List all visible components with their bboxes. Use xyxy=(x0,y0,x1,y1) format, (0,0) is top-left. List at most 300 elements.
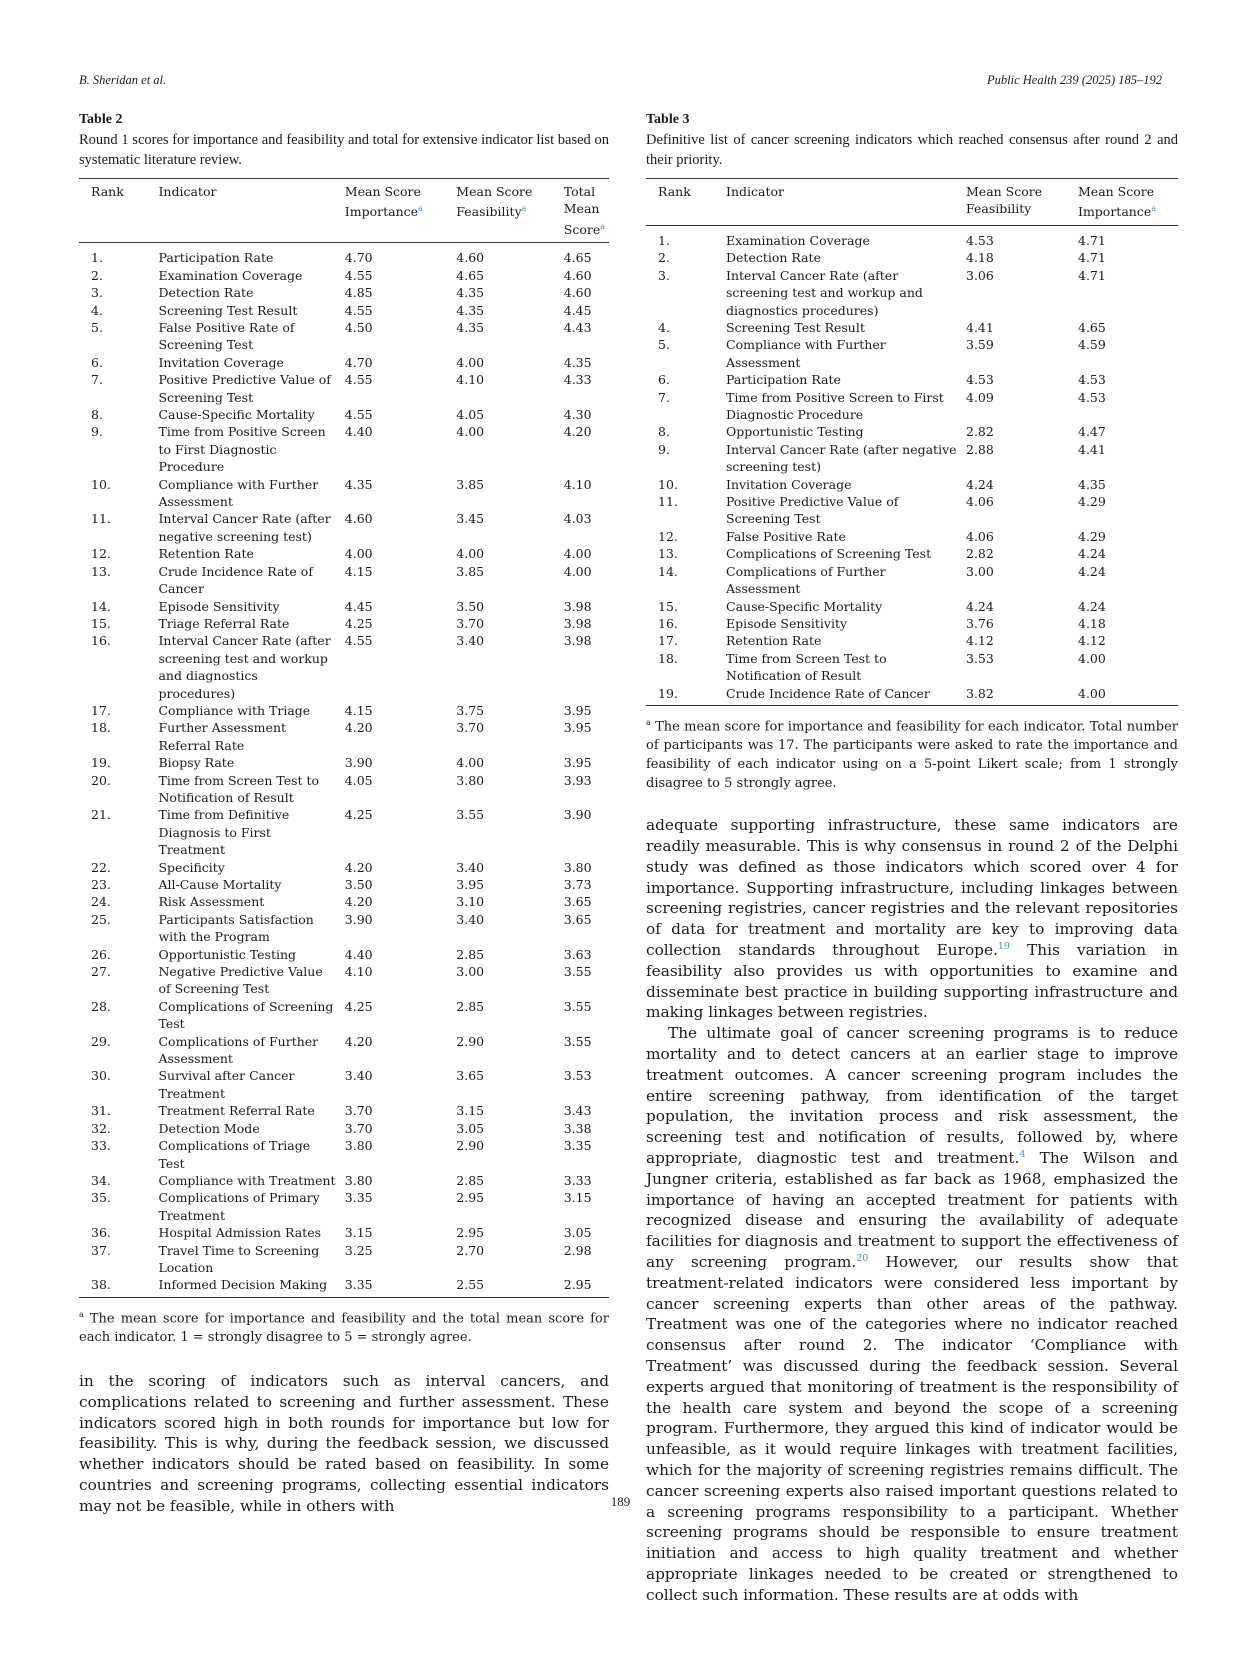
table-cell: 4.18 xyxy=(1078,615,1106,631)
table-cell: 2.85 xyxy=(456,1172,485,1188)
table-cell: Travel Time to Screening Location xyxy=(158,1242,320,1275)
table-cell: 2.85 xyxy=(456,998,485,1014)
table-row xyxy=(646,598,1178,615)
table-cell: 3.65 xyxy=(563,911,592,927)
table-row xyxy=(646,650,1178,685)
table-cell: 4.35 xyxy=(456,302,485,318)
table-cell: 26. xyxy=(91,946,111,962)
table-cell: Informed Decision Making xyxy=(158,1277,328,1293)
table-cell: Examination Coverage xyxy=(726,232,870,248)
table-cell: Episode Sensitivity xyxy=(158,598,280,614)
table-row xyxy=(79,893,609,910)
table-cell: 16. xyxy=(91,633,111,649)
table-row xyxy=(79,1242,609,1277)
table-cell: Hospital Admission Rates xyxy=(158,1225,322,1241)
table-row xyxy=(646,545,1178,562)
table-row xyxy=(79,876,609,893)
table-row xyxy=(79,423,609,475)
citation-link[interactable]: 20 xyxy=(856,1252,869,1264)
table-cell: 36. xyxy=(91,1225,111,1241)
table-cell: 2.95 xyxy=(456,1225,485,1241)
table-cell: 3.55 xyxy=(456,807,485,823)
table-cell: 2.55 xyxy=(456,1277,485,1293)
table-cell: Interval Cancer Rate (after screening test and workup and diagnostics procedures) xyxy=(158,633,331,701)
right-column xyxy=(646,112,1178,1606)
table-cell: 3.35 xyxy=(344,1190,373,1206)
table-cell: 4.29 xyxy=(1078,494,1106,510)
table-cell: 3.15 xyxy=(563,1190,592,1206)
table3-col-rank: Rank xyxy=(658,184,691,199)
left-paragraph: in the scoring of indicators such as interval cancers, and complications related to screening and further assessment. These indicators scored high in both rounds for importance but low for feasibility. This is why, during the feedback session, we discussed whether indicators should be rated based on feasibility. In some countries and screening programs, collecting essential indicators may not be feasible, while in others with xyxy=(79,1372,609,1515)
table-cell: 3.10 xyxy=(456,894,485,910)
table2-body xyxy=(79,243,609,1297)
table-cell: Examination Coverage xyxy=(158,267,303,283)
table-cell: 19. xyxy=(658,685,678,701)
table-cell: 4.29 xyxy=(1078,528,1106,544)
table-cell: 18. xyxy=(658,650,678,666)
table-cell: 4.85 xyxy=(344,285,373,301)
table-row xyxy=(79,1189,609,1224)
table-cell: 37. xyxy=(91,1242,111,1258)
table-cell: 4.25 xyxy=(344,807,373,823)
table-cell: Screening Test Result xyxy=(158,302,298,318)
table-cell: 10. xyxy=(658,476,678,492)
table3 xyxy=(646,178,1178,706)
table-cell: 4.55 xyxy=(344,267,373,283)
table-cell: 2.98 xyxy=(563,1242,592,1258)
table-cell: 4.60 xyxy=(563,267,592,283)
table-cell: 4.40 xyxy=(344,424,373,440)
table-cell: Complications of Screening Test xyxy=(726,546,932,562)
table-row xyxy=(79,772,609,807)
table-row xyxy=(79,406,609,423)
table-cell: 3.85 xyxy=(456,476,485,492)
table-cell: Complications of Primary Treatment xyxy=(158,1190,320,1223)
table-cell: 3.50 xyxy=(456,598,485,614)
table-cell: 11. xyxy=(658,494,678,510)
table-cell: Compliance with Further Assessment xyxy=(158,476,319,510)
table-cell: Further Assessment Referral Rate xyxy=(158,720,287,753)
table-cell: 4.10 xyxy=(344,964,373,980)
table-cell: 4.71 xyxy=(1078,267,1106,283)
table-cell: 4.00 xyxy=(456,354,485,370)
table2-col-feasibility: Mean Score Feasibility$^a$ xyxy=(456,184,533,220)
table-row xyxy=(79,302,609,319)
table-cell: 4.10 xyxy=(563,476,592,492)
table-cell: 4.71 xyxy=(1078,250,1106,266)
table-cell: 31. xyxy=(91,1103,111,1119)
table-cell: 3.15 xyxy=(456,1103,485,1119)
table-cell: 4.65 xyxy=(563,250,592,266)
table-cell: 8. xyxy=(658,424,670,440)
table-cell: 1. xyxy=(658,232,670,248)
table3-caption: Definitive list of cancer screening indicators which reached consensus after round 2 and their priority. xyxy=(646,132,1178,168)
table-cell: 32. xyxy=(91,1120,111,1136)
table-cell: Detection Mode xyxy=(158,1120,260,1136)
table-cell: 3.90 xyxy=(563,807,592,823)
table-cell: 3.40 xyxy=(456,859,485,875)
table-cell: Compliance with Further Assessment xyxy=(726,337,886,370)
table-cell: 4.70 xyxy=(344,354,373,370)
table-cell: 3.85 xyxy=(456,563,485,579)
table-cell: 2.82 xyxy=(966,546,994,562)
table-cell: 3.53 xyxy=(563,1068,592,1084)
table-cell: Complications of Further Assessment xyxy=(158,1033,319,1067)
table-cell: 4.35 xyxy=(344,476,373,492)
table-cell: 3.25 xyxy=(344,1242,373,1258)
table-cell: Screening Test Result xyxy=(726,320,865,335)
table-cell: 1. xyxy=(91,250,103,266)
table-cell: 21. xyxy=(91,807,111,823)
table-cell: Participants Satisfaction with the Program xyxy=(158,911,314,945)
table-row xyxy=(79,859,609,876)
table-cell: 18. xyxy=(91,720,111,736)
table-cell: 13. xyxy=(91,563,111,579)
table-cell: Time from Screen Test to Notification of Result xyxy=(158,772,320,805)
table-cell: 15. xyxy=(658,598,678,614)
table-row xyxy=(79,267,609,284)
table-row xyxy=(79,1172,609,1189)
table-cell: Complications of Triage Test xyxy=(158,1138,311,1171)
table-cell: 11. xyxy=(91,511,111,527)
table-cell: Cause-Specific Mortality xyxy=(726,598,883,614)
table-cell: Detection Rate xyxy=(158,285,254,301)
table-cell: 4.50 xyxy=(344,320,373,335)
table-cell: 3.38 xyxy=(563,1120,592,1136)
table-cell: 4.60 xyxy=(563,285,592,301)
table-row xyxy=(79,510,609,545)
table-cell: 3.06 xyxy=(966,267,994,283)
table-cell: 3.40 xyxy=(456,911,485,927)
table-cell: 3.00 xyxy=(456,964,485,980)
table3-col-indicator: Indicator xyxy=(726,184,784,199)
table-cell: 4.43 xyxy=(563,320,592,335)
table-cell: Risk Assessment xyxy=(158,894,265,910)
table-cell: 3.70 xyxy=(344,1103,373,1119)
table-cell: 27. xyxy=(91,964,111,980)
table-cell: 4.55 xyxy=(344,407,373,423)
table-cell: 4.15 xyxy=(344,702,373,718)
table-cell: 25. xyxy=(91,911,111,927)
table-cell: 16. xyxy=(658,615,678,631)
table-cell: 3.98 xyxy=(563,615,592,631)
table-cell: 3.70 xyxy=(344,1120,373,1136)
table-row xyxy=(79,1276,609,1297)
table-cell: 4.20 xyxy=(344,720,373,736)
table-row xyxy=(79,806,609,858)
table-cell: 4.15 xyxy=(344,563,373,579)
table-row xyxy=(646,563,1178,598)
table2-label: Table 2 xyxy=(79,112,123,127)
table-row xyxy=(646,493,1178,528)
table-cell: 3.95 xyxy=(563,755,592,771)
table-cell: 4.00 xyxy=(1078,650,1106,666)
table-cell: Survival after Cancer Treatment xyxy=(158,1068,295,1101)
table-cell: Biopsy Rate xyxy=(158,755,235,771)
table-cell: 22. xyxy=(91,859,111,875)
left-column xyxy=(79,112,609,1517)
table-cell: Detection Rate xyxy=(726,250,821,266)
table-cell: 3.90 xyxy=(344,911,373,927)
table-row xyxy=(79,754,609,771)
right-body-text xyxy=(646,815,1178,1605)
table-cell: 3.00 xyxy=(966,563,994,579)
table-cell: 4. xyxy=(658,320,670,335)
table-row xyxy=(79,563,609,598)
table2-caption: Round 1 scores for importance and feasibility and total for extensive indicator list based on systematic literature review. xyxy=(79,132,609,168)
table-row xyxy=(79,371,609,406)
table-cell: 3.35 xyxy=(563,1138,592,1154)
table-cell: 2. xyxy=(91,267,103,283)
table-row xyxy=(79,1102,609,1119)
table-cell: 5. xyxy=(658,337,670,353)
table-cell: Complications of Screening Test xyxy=(158,998,334,1032)
table-cell: All-Cause Mortality xyxy=(158,877,282,892)
table3-body xyxy=(646,225,1178,705)
table3-header xyxy=(646,179,1178,226)
table-cell: 4.24 xyxy=(1078,563,1106,579)
table-cell: Crude Incidence Rate of Cancer xyxy=(726,685,930,701)
table-cell: 4.35 xyxy=(456,320,485,335)
table-cell: 2.85 xyxy=(456,946,485,962)
table-cell: Negative Predictive Value of Screening Test xyxy=(158,964,323,997)
table-cell: 4.41 xyxy=(1078,441,1106,457)
table-cell: 3.53 xyxy=(966,650,994,666)
table-cell: 4.00 xyxy=(456,755,485,771)
table-cell: 4.45 xyxy=(344,598,373,614)
table-cell: 2.95 xyxy=(456,1190,485,1206)
table-row xyxy=(646,371,1178,388)
table-cell: 14. xyxy=(91,598,111,614)
table-cell: 3. xyxy=(658,267,670,283)
table-cell: 3.15 xyxy=(344,1225,373,1241)
table-cell: 4.71 xyxy=(1078,232,1106,248)
table-row xyxy=(79,963,609,998)
table-cell: 3.70 xyxy=(456,615,485,631)
table-row xyxy=(646,423,1178,440)
table-row xyxy=(79,719,609,754)
table-cell: 4.53 xyxy=(1078,372,1106,388)
table-row xyxy=(79,911,609,946)
table-row xyxy=(79,598,609,615)
table-cell: 4.53 xyxy=(966,232,994,248)
table3-col-importance: Mean Score Importance$^a$ xyxy=(1078,184,1156,220)
page-number: 189 xyxy=(610,1494,631,1509)
table-cell: 4.65 xyxy=(1078,320,1106,335)
table-cell: 28. xyxy=(91,998,111,1014)
table-row xyxy=(79,545,609,562)
table-cell: 3.80 xyxy=(456,772,485,788)
table-cell: 3.55 xyxy=(563,1033,592,1049)
table-cell: 3.35 xyxy=(344,1277,373,1293)
table2-col-total: Total Mean Score$^a$ xyxy=(563,184,605,237)
table2-header xyxy=(79,179,609,243)
table-cell: 4.24 xyxy=(1078,546,1106,562)
table-row xyxy=(79,632,609,702)
table-cell: Time from Screen Test to Notification of Result xyxy=(726,650,887,684)
table-cell: Retention Rate xyxy=(726,633,822,649)
table-cell: 2.70 xyxy=(456,1242,485,1258)
table-cell: 4.09 xyxy=(966,389,994,405)
table-cell: Interval Cancer Rate (after screening test and workup and diagnostics procedures) xyxy=(726,267,923,318)
table-cell: 35. xyxy=(91,1190,111,1206)
table-cell: 4.33 xyxy=(563,372,592,388)
table-cell: 4.55 xyxy=(344,633,373,649)
table-cell: 3.05 xyxy=(563,1225,592,1241)
table-row xyxy=(79,319,609,354)
table-cell: 3.45 xyxy=(456,511,485,527)
table-cell: Episode Sensitivity xyxy=(726,615,848,631)
table-cell: Invitation Coverage xyxy=(158,354,284,370)
table-row xyxy=(79,702,609,719)
table-cell: 4.40 xyxy=(344,946,373,962)
table-cell: 29. xyxy=(91,1033,111,1049)
table-cell: 4.47 xyxy=(1078,424,1106,440)
table-row xyxy=(79,1137,609,1172)
table-cell: 4.12 xyxy=(1078,633,1106,649)
table-cell: 3.73 xyxy=(563,877,592,892)
table-cell: 3.59 xyxy=(966,337,994,353)
table-cell: 4.06 xyxy=(966,528,994,544)
running-header-journal: Public Health 239 (2025) 185–192 xyxy=(987,73,1162,87)
table-cell: 19. xyxy=(91,755,111,771)
table-cell: 3.55 xyxy=(563,998,592,1014)
table-cell: Participation Rate xyxy=(726,372,841,388)
table-cell: Participation Rate xyxy=(158,250,274,266)
table-cell: 3.82 xyxy=(966,685,994,701)
table-row xyxy=(646,615,1178,632)
table-cell: 2. xyxy=(658,250,670,266)
table-cell: Triage Referral Rate xyxy=(158,615,290,631)
table2-footnote: $^a$ The mean score for importance and feasibility and the total mean score for each indicator. 1 = strongly disagree to 5 = strongly agree. xyxy=(79,1309,609,1346)
table-row xyxy=(79,1033,609,1068)
table-cell: 13. xyxy=(658,546,678,562)
table-cell: 4.10 xyxy=(456,372,485,388)
table-cell: 8. xyxy=(91,407,103,423)
table-row xyxy=(79,284,609,301)
table-cell: 7. xyxy=(658,389,670,405)
table-row xyxy=(646,249,1178,266)
table-row xyxy=(646,632,1178,649)
citation-link[interactable]: 19 xyxy=(997,940,1010,952)
table-row xyxy=(79,243,609,267)
table-cell: Crude Incidence Rate of Cancer xyxy=(158,563,313,597)
table-cell: 3.95 xyxy=(563,720,592,736)
table-cell: 6. xyxy=(658,372,670,388)
table-cell: 4.70 xyxy=(344,250,373,266)
table-cell: Complications of Further Assessment xyxy=(726,563,886,597)
table-cell: Positive Predictive Value of Screening Test xyxy=(158,372,331,405)
table-row xyxy=(646,225,1178,249)
table-cell: 17. xyxy=(658,633,678,649)
table-cell: 4.53 xyxy=(1078,389,1106,405)
table-cell: 4.45 xyxy=(563,302,592,318)
table-cell: 34. xyxy=(91,1172,111,1188)
table-row xyxy=(646,389,1178,424)
table-cell: Opportunistic Testing xyxy=(726,424,864,440)
table-cell: 2.90 xyxy=(456,1138,485,1154)
table-cell: 4.35 xyxy=(456,285,485,301)
right-paragraph-2: The ultimate goal of cancer screening programs is to reduce mortality and to detect cancers at an earlier stage to improve treatment outcomes. A cancer screening program includes the entire screening pathway, from identification of the target population, the invitation process and risk assessment, the screening test and notification of results, followed by, where appropriate, diagnostic test and treatment.$^4$ The Wilson and Jungner criteria, established as far back as 1968, emphasized the importance of having an accepted treatment for patients with recognized disease and ensuring the availability of adequate facilities for diagnosis and treatment to support the effectiveness of any screening program.$^{20}$ However, our results show that treatment-related indicators were considered less important by cancer screening experts than other areas of the pathway. Treatment was one of the categories where no indicator reached consensus after round 2. The indicator ‘Compliance with Treatment’ was discussed during the feedback session. Several experts argued that monitoring of treatment is the responsibility of the health care system and beyond the scope of a screening program. Furthermore, they argued this kind of indicator would be unfeasible, as it would require linkages with treatment facilities, which for the majority of screening registries remains difficult. The cancer screening experts also raised important questions related to a screening programs responsibility to a participant. Whether screening programs should be responsible to ensure treatment initiation and access to high quality treatment and whether appropriate linkages needed to be created or strengthened to collect such information. These results are at odds with xyxy=(646,1024,1178,1604)
table-row xyxy=(79,946,609,963)
table-cell: 4.20 xyxy=(344,859,373,875)
table-cell: 3.70 xyxy=(456,720,485,736)
table2-col-rank: Rank xyxy=(91,184,124,199)
table-cell: 3.65 xyxy=(456,1068,485,1084)
table-cell: False Positive Rate xyxy=(726,528,846,544)
table-cell: 4.59 xyxy=(1078,337,1106,353)
table-row xyxy=(79,476,609,511)
table-cell: 2.90 xyxy=(456,1033,485,1049)
table-cell: 3.40 xyxy=(456,633,485,649)
table-cell: 4.65 xyxy=(456,267,485,283)
table-cell: 2.95 xyxy=(563,1277,592,1293)
table-cell: 14. xyxy=(658,563,678,579)
table-cell: 6. xyxy=(91,354,103,370)
table-cell: 4.35 xyxy=(1078,476,1106,492)
table-cell: Interval Cancer Rate (after negative screening test) xyxy=(726,441,957,475)
table-row xyxy=(646,528,1178,545)
table-cell: 7. xyxy=(91,372,103,388)
table-row xyxy=(79,615,609,632)
table-cell: 4.03 xyxy=(563,511,592,527)
table-row xyxy=(646,319,1178,336)
table-cell: 4.55 xyxy=(344,302,373,318)
table-cell: 4.05 xyxy=(456,407,485,423)
table-cell: 4.30 xyxy=(563,407,592,423)
right-paragraph-1: adequate supporting infrastructure, these same indicators are readily measurable. This is why consensus in round 2 of the Delphi study was defined as those indicators which scored over 4 for importance. Supporting infrastructure, including linkages between screening registries, cancer registries and the relevant repositories of data for treatment and mortality are key to improving data collection standards throughout Europe.$^{19}$ This variation in feasibility also provides us with opportunities to examine and disseminate best practice in building supporting infrastructure and making linkages between registries. xyxy=(646,816,1178,1022)
table-cell: Time from Positive Screen to First Diagnostic Procedure xyxy=(726,389,944,423)
table-cell: 4.12 xyxy=(966,633,994,649)
table-cell: 3.95 xyxy=(563,702,592,718)
table3-col-feasibility: Mean Score Feasibility xyxy=(966,184,1043,217)
table-cell: 17. xyxy=(91,702,111,718)
table-cell: 12. xyxy=(658,528,678,544)
table-cell: 2.88 xyxy=(966,441,994,457)
table-row xyxy=(646,476,1178,493)
table-cell: 3.80 xyxy=(344,1172,373,1188)
table-cell: 4.25 xyxy=(344,998,373,1014)
table-cell: 4.60 xyxy=(456,250,485,266)
table-cell: 33. xyxy=(91,1138,111,1154)
table-cell: 4.20 xyxy=(344,1033,373,1049)
table-cell: 4.35 xyxy=(563,354,592,370)
table-cell: 3.43 xyxy=(563,1103,592,1119)
table-cell: 3.80 xyxy=(344,1138,373,1154)
table-cell: 3.76 xyxy=(966,615,994,631)
table-cell: 4. xyxy=(91,302,103,318)
table3-footnote: $^a$ The mean score for importance and feasibility for each indicator. Total number of participants was 17. The participants were asked to rate the importance and feasibility of each indicator using on a 5-point Likert scale; from 1 strongly disagree to 5 strongly agree. xyxy=(646,717,1178,792)
table-cell: 3.50 xyxy=(344,877,373,892)
table-cell: 3.90 xyxy=(344,755,373,771)
table-cell: 4.60 xyxy=(344,511,373,527)
table-cell: 3.98 xyxy=(563,598,592,614)
table-cell: 4.24 xyxy=(1078,598,1106,614)
table-cell: 4.05 xyxy=(344,772,373,788)
table-cell: 4.00 xyxy=(563,546,592,562)
table-cell: 15. xyxy=(91,615,111,631)
table-cell: Specificity xyxy=(158,859,225,875)
table2 xyxy=(79,178,609,1298)
citation-link[interactable]: 4 xyxy=(1019,1148,1026,1160)
table-cell: 3.55 xyxy=(563,964,592,980)
table-cell: 4.41 xyxy=(966,320,994,335)
table-cell: 9. xyxy=(91,424,103,440)
table-row xyxy=(79,998,609,1033)
table-cell: 12. xyxy=(91,546,111,562)
table-cell: 3.93 xyxy=(563,772,592,788)
table-cell: 4.24 xyxy=(966,476,994,492)
